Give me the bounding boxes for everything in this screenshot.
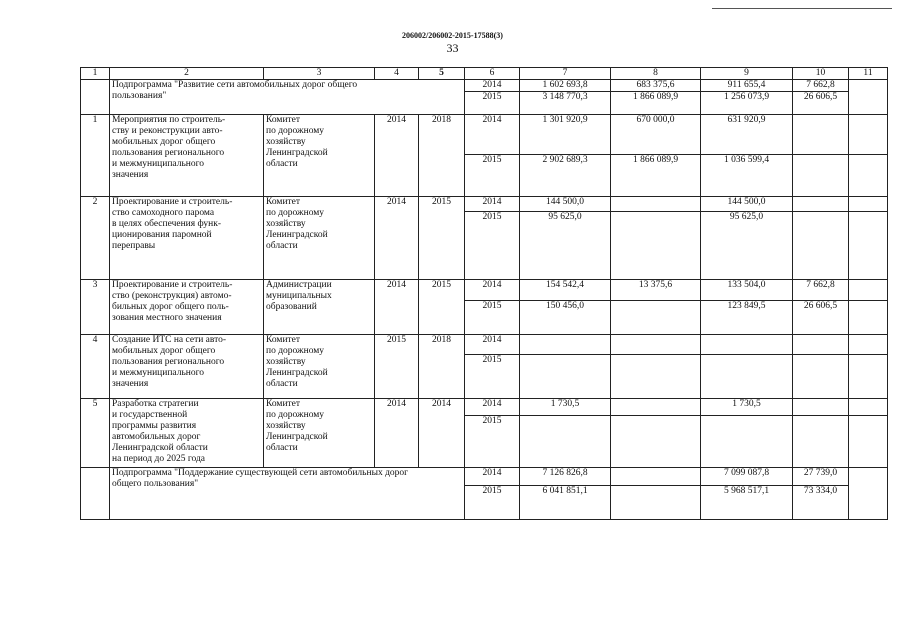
page-number: 33 — [446, 41, 459, 55]
total-cell: 144 500,0 — [520, 197, 611, 212]
item-row — [81, 399, 888, 416]
year-cell: 2015 — [465, 212, 520, 280]
regional-cell: 631 920,9 — [701, 115, 793, 155]
local-cell — [793, 335, 849, 355]
total-cell: 1 602 693,8 — [520, 80, 611, 92]
year-cell: 2014 — [465, 280, 520, 301]
column-header-3: 3 — [264, 68, 375, 80]
local-cell: 27 739,0 — [793, 468, 849, 486]
total-cell — [520, 335, 611, 355]
note-cell — [849, 399, 888, 416]
federal-cell — [611, 486, 701, 520]
column-header-6: 6 — [465, 68, 520, 80]
regional-cell — [701, 335, 793, 355]
item-end-year: 2014 — [419, 399, 465, 468]
note-cell — [849, 468, 888, 520]
year-cell: 2014 — [465, 115, 520, 155]
column-header-1: 1 — [81, 68, 110, 80]
year-cell: 2015 — [465, 92, 520, 115]
regional-cell: 133 504,0 — [701, 280, 793, 301]
total-cell: 1 301 920,9 — [520, 115, 611, 155]
num-cell — [81, 80, 110, 115]
regional-cell — [701, 416, 793, 468]
item-name: Создание ИТС на сети авто- мобильных дорог общего пользования регионального и межмуниципального значения — [110, 335, 264, 399]
total-cell: 7 126 826,8 — [520, 468, 611, 486]
regional-cell: 1 036 599,4 — [701, 155, 793, 197]
total-cell: 150 456,0 — [520, 301, 611, 335]
item-start-year: 2015 — [375, 335, 419, 399]
regional-cell: 7 099 087,8 — [701, 468, 793, 486]
federal-cell: 13 375,6 — [611, 280, 701, 301]
regional-cell: 123 849,5 — [701, 301, 793, 335]
item-row — [81, 335, 888, 355]
column-header-7: 7 — [520, 68, 611, 80]
item-end-year: 2015 — [419, 280, 465, 335]
total-cell: 2 902 689,3 — [520, 155, 611, 197]
local-cell — [793, 197, 849, 212]
column-header-11: 11 — [849, 68, 888, 80]
local-cell — [793, 115, 849, 155]
federal-cell — [611, 197, 701, 212]
note-cell — [849, 335, 888, 355]
note-cell — [849, 280, 888, 301]
subprogram-row — [81, 80, 888, 92]
federal-cell: 670 000,0 — [611, 115, 701, 155]
item-name: Мероприятия по строитель- ству и реконструкции авто- мобильных дорог общего пользования регионального и межмуниципального значения — [110, 115, 264, 197]
local-cell: 73 334,0 — [793, 486, 849, 520]
year-cell: 2014 — [465, 399, 520, 416]
federal-cell — [611, 301, 701, 335]
item-start-year: 2014 — [375, 399, 419, 468]
column-header-5: 5 — [419, 68, 465, 80]
item-number: 4 — [81, 335, 110, 399]
local-cell — [793, 416, 849, 468]
total-cell: 3 148 770,3 — [520, 92, 611, 115]
subprogram-row — [81, 468, 888, 486]
num-cell — [81, 468, 110, 520]
note-cell — [849, 301, 888, 335]
federal-cell — [611, 399, 701, 416]
subprogram-title: Подпрограмма "Поддержание существующей сети автомобильных дорог общего пользования" — [110, 468, 465, 520]
local-cell — [793, 155, 849, 197]
total-cell — [520, 355, 611, 399]
item-start-year: 2014 — [375, 115, 419, 197]
year-cell: 2015 — [465, 301, 520, 335]
item-number: 5 — [81, 399, 110, 468]
federal-cell: 683 375,6 — [611, 80, 701, 92]
year-cell: 2014 — [465, 80, 520, 92]
note-cell — [849, 197, 888, 212]
top-rule — [712, 8, 892, 9]
regional-cell: 1 256 073,9 — [701, 92, 793, 115]
note-cell — [849, 155, 888, 197]
regional-cell: 144 500,0 — [701, 197, 793, 212]
federal-cell — [611, 468, 701, 486]
federal-cell: 1 866 089,9 — [611, 155, 701, 197]
regional-cell: 95 625,0 — [701, 212, 793, 280]
item-executor: Комитет по дорожному хозяйству Ленинградской области — [264, 115, 375, 197]
total-cell — [520, 416, 611, 468]
item-end-year: 2015 — [419, 197, 465, 280]
total-cell: 1 730,5 — [520, 399, 611, 416]
item-executor: Администрации муниципальных образований — [264, 280, 375, 335]
item-executor: Комитет по дорожному хозяйству Ленинградской области — [264, 399, 375, 468]
item-number: 3 — [81, 280, 110, 335]
budget-table — [80, 67, 888, 520]
note-cell — [849, 80, 888, 115]
year-cell: 2015 — [465, 155, 520, 197]
regional-cell: 911 655,4 — [701, 80, 793, 92]
local-cell — [793, 399, 849, 416]
regional-cell — [701, 355, 793, 399]
item-end-year: 2018 — [419, 115, 465, 197]
local-cell — [793, 212, 849, 280]
item-name: Разработка стратегии и государственной программы развития автомобильных дорог Ленинградской области на период до 2025 года — [110, 399, 264, 468]
note-cell — [849, 416, 888, 468]
note-cell — [849, 355, 888, 399]
item-start-year: 2014 — [375, 197, 419, 280]
item-end-year: 2018 — [419, 335, 465, 399]
column-header-4: 4 — [375, 68, 419, 80]
item-start-year: 2014 — [375, 280, 419, 335]
item-number: 2 — [81, 197, 110, 280]
note-cell — [849, 212, 888, 280]
item-name: Проектирование и строитель- ство самоходного парома в целях обеспечения функ- ционирования паромной переправы — [110, 197, 264, 280]
year-cell: 2015 — [465, 486, 520, 520]
local-cell: 7 662,8 — [793, 280, 849, 301]
column-header-10: 10 — [793, 68, 849, 80]
regional-cell: 5 968 517,1 — [701, 486, 793, 520]
local-cell: 26 606,5 — [793, 92, 849, 115]
item-row — [81, 280, 888, 301]
local-cell: 26 606,5 — [793, 301, 849, 335]
year-cell: 2014 — [465, 335, 520, 355]
total-cell: 6 041 851,1 — [520, 486, 611, 520]
local-cell: 7 662,8 — [793, 80, 849, 92]
item-executor: Комитет по дорожному хозяйству Ленинградской области — [264, 197, 375, 280]
item-name: Проектирование и строитель- ство (реконструкция) автомо- бильных дорог общего поль- зования местного значения — [110, 280, 264, 335]
year-cell: 2015 — [465, 416, 520, 468]
year-cell: 2014 — [465, 197, 520, 212]
federal-cell: 1 866 089,9 — [611, 92, 701, 115]
year-cell: 2015 — [465, 355, 520, 399]
total-cell: 154 542,4 — [520, 280, 611, 301]
column-header-row — [81, 68, 888, 80]
item-executor: Комитет по дорожному хозяйству Ленинградской области — [264, 335, 375, 399]
item-row — [81, 197, 888, 212]
local-cell — [793, 355, 849, 399]
document-id: 206002/206002-2015-17588(3) — [402, 31, 503, 40]
federal-cell — [611, 416, 701, 468]
column-header-8: 8 — [611, 68, 701, 80]
item-row — [81, 115, 888, 155]
year-cell: 2014 — [465, 468, 520, 486]
federal-cell — [611, 335, 701, 355]
total-cell: 95 625,0 — [520, 212, 611, 280]
column-header-2: 2 — [110, 68, 264, 80]
note-cell — [849, 115, 888, 155]
subprogram-title: Подпрограмма "Развитие сети автомобильных дорог общего пользования" — [110, 80, 465, 115]
regional-cell: 1 730,5 — [701, 399, 793, 416]
federal-cell — [611, 212, 701, 280]
column-header-9: 9 — [701, 68, 793, 80]
item-number: 1 — [81, 115, 110, 197]
federal-cell — [611, 355, 701, 399]
